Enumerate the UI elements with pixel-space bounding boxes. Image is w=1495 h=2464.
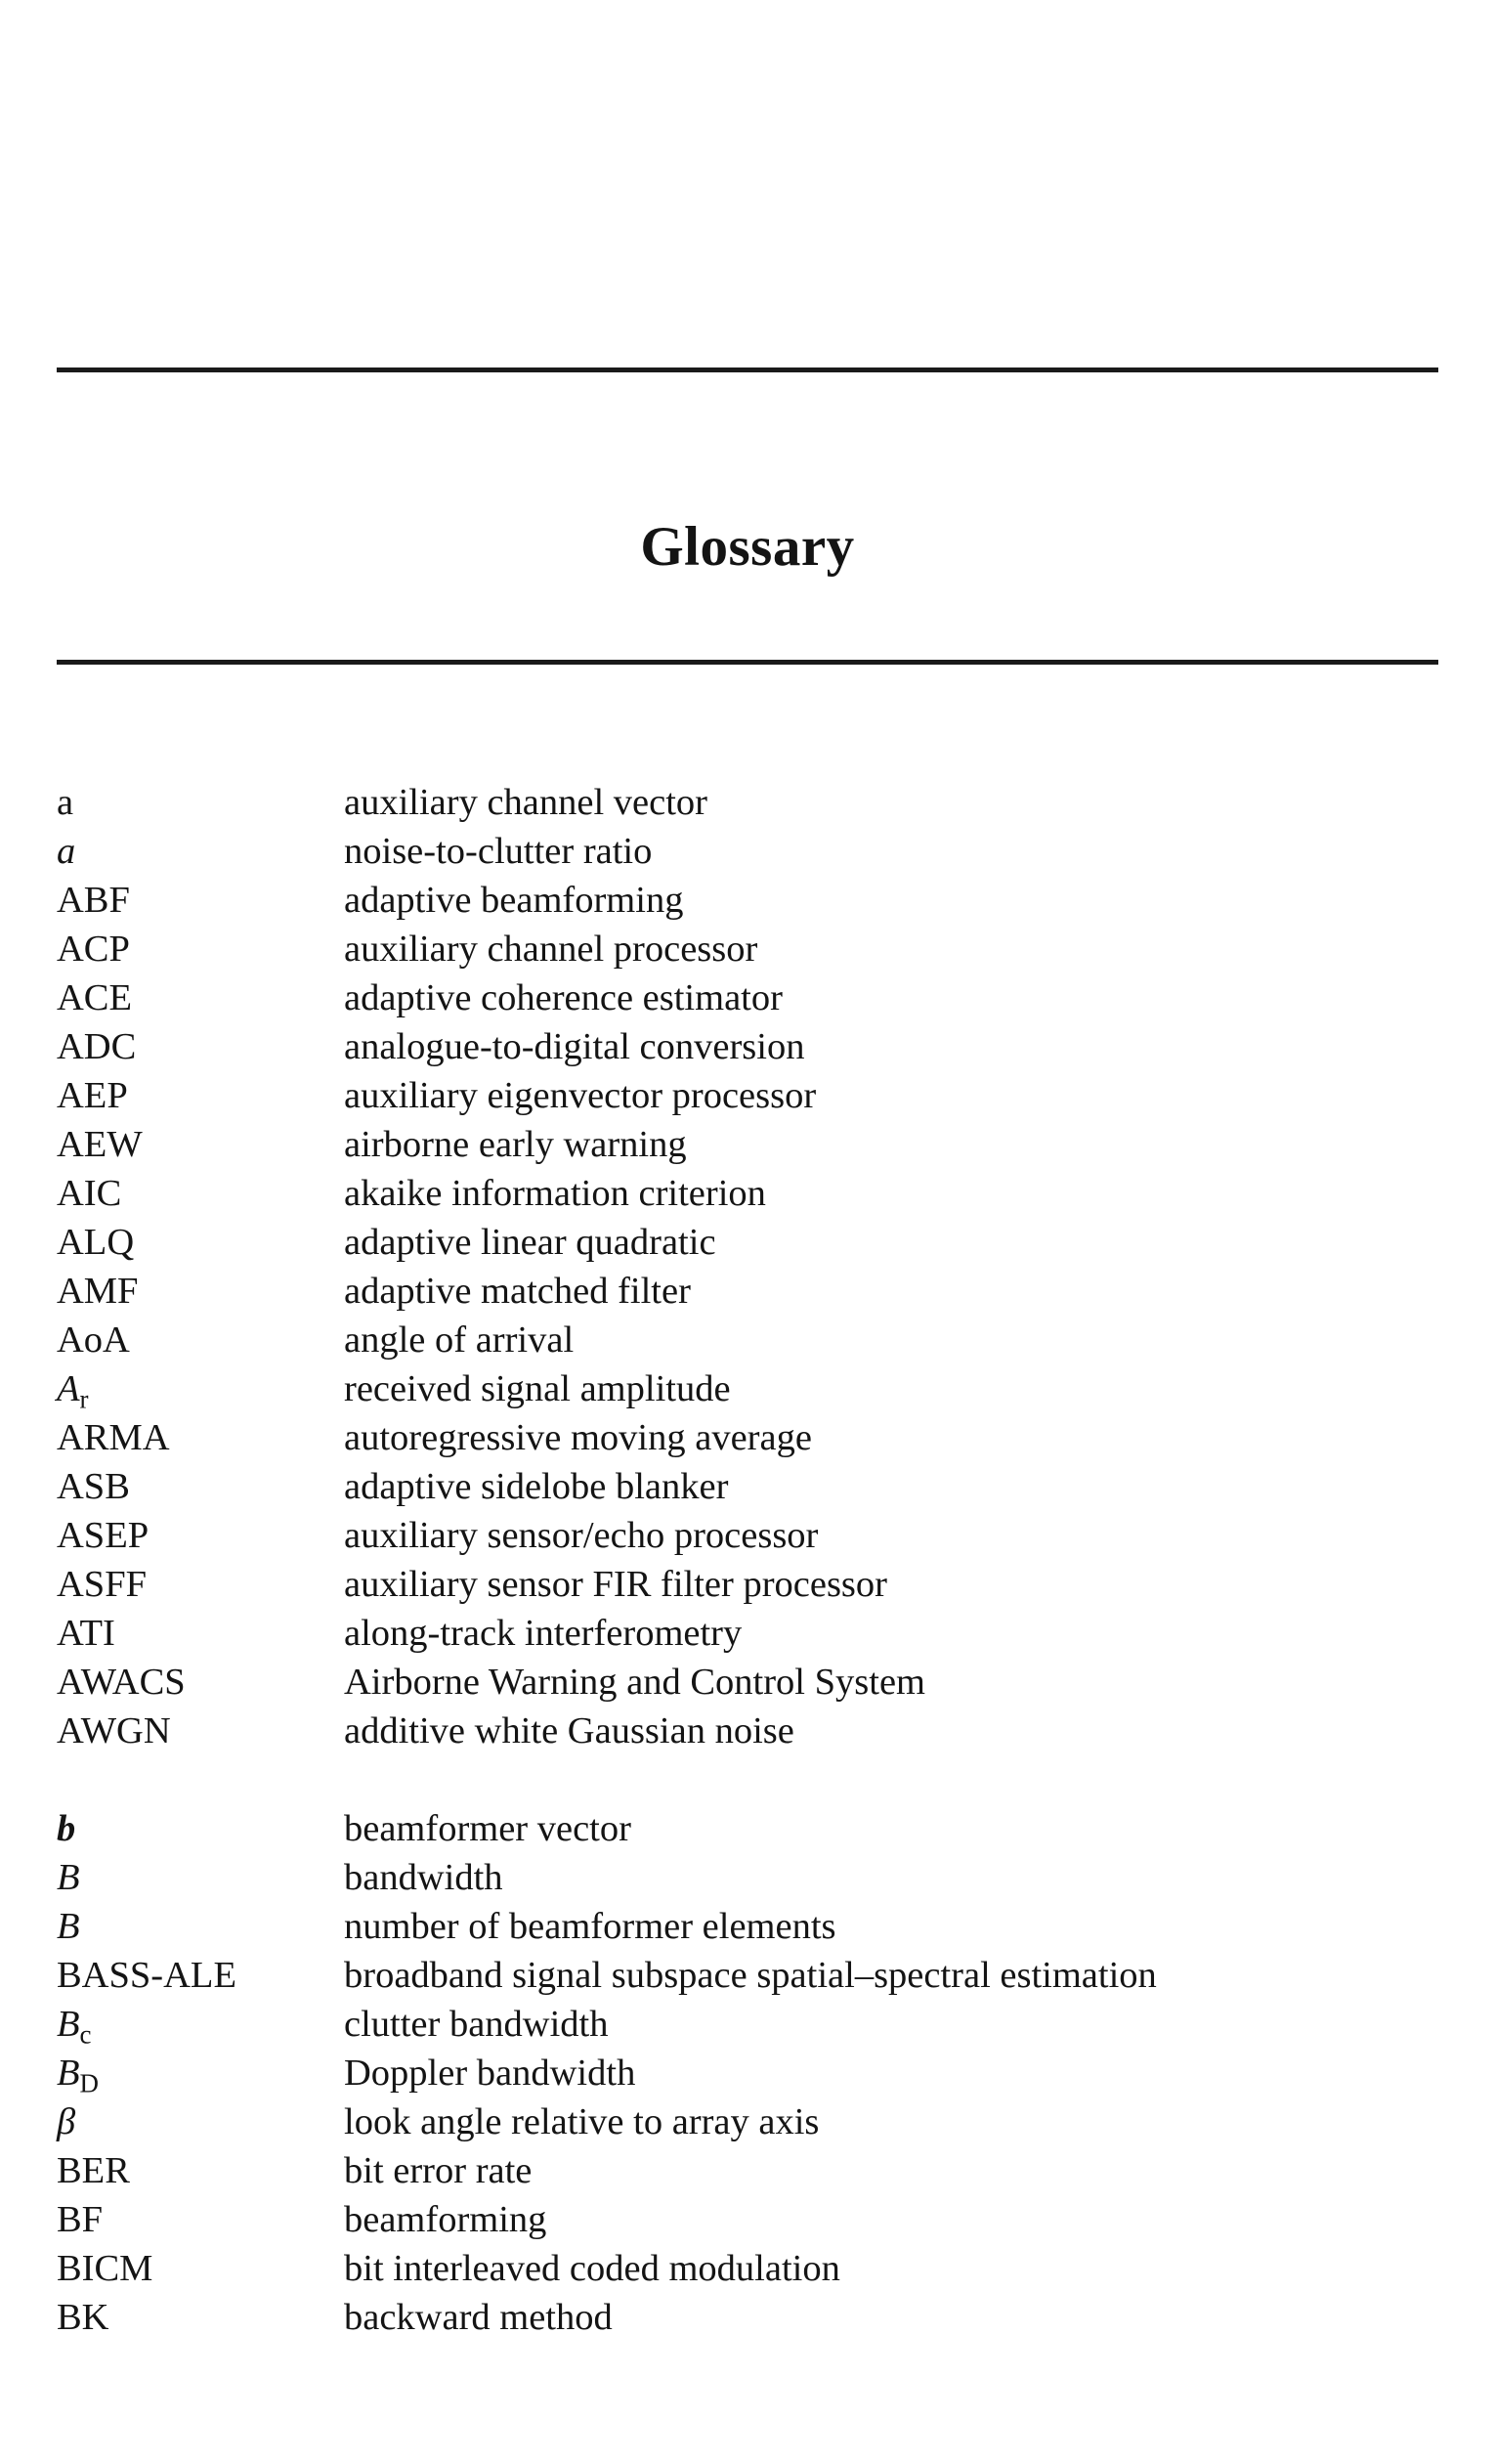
term-symbol: B <box>57 2004 80 2045</box>
glossary-term: AWACS <box>57 1662 186 1703</box>
glossary-definition: along-track interferometry <box>344 1613 743 1654</box>
glossary-definition: bandwidth <box>344 1857 503 1898</box>
term-subscript: D <box>79 2068 99 2098</box>
glossary-entry <box>57 1413 1444 1462</box>
glossary-term: ABF <box>57 880 130 921</box>
glossary-entry <box>57 2146 1444 2195</box>
glossary-group-b <box>57 1804 1444 2342</box>
glossary-entry <box>57 1658 1444 1707</box>
glossary-entry <box>57 973 1444 1022</box>
glossary-definition: autoregressive moving average <box>344 1417 812 1458</box>
glossary-term: ASFF <box>57 1564 148 1605</box>
glossary-term: BK <box>57 2297 109 2338</box>
glossary-term: a <box>57 831 76 872</box>
glossary-list <box>57 778 1444 2342</box>
glossary-term: B <box>57 1857 80 1898</box>
term-subscript: r <box>79 1384 89 1414</box>
glossary-definition: adaptive matched filter <box>344 1271 691 1312</box>
glossary-entry <box>57 1316 1444 1364</box>
glossary-term: ACP <box>57 929 130 970</box>
glossary-term: BASS-ALE <box>57 1955 236 1996</box>
glossary-definition: angle of arrival <box>344 1319 575 1361</box>
glossary-term: B <box>57 1906 80 1947</box>
glossary-term: ALQ <box>57 1222 135 1263</box>
glossary-term: b <box>57 1808 76 1849</box>
glossary-definition: bit interleaved coded modulation <box>344 2248 840 2289</box>
glossary-entry <box>57 1902 1444 1951</box>
glossary-definition: Doppler bandwidth <box>344 2053 636 2094</box>
glossary-definition: auxiliary channel processor <box>344 929 758 970</box>
glossary-term: ASB <box>57 1466 130 1507</box>
glossary-entry <box>57 1609 1444 1658</box>
glossary-entry <box>57 2097 1444 2146</box>
glossary-entry <box>57 1707 1444 1755</box>
glossary-term: AEP <box>57 1075 128 1116</box>
glossary-term <box>57 1364 89 1413</box>
glossary-term: ASEP <box>57 1515 150 1556</box>
glossary-term: ARMA <box>57 1417 170 1458</box>
glossary-entry <box>57 1267 1444 1316</box>
glossary-term: BICM <box>57 2248 153 2289</box>
glossary-term: ATI <box>57 1613 115 1654</box>
glossary-definition: beamforming <box>344 2199 547 2240</box>
glossary-definition: Airborne Warning and Control System <box>344 1662 926 1703</box>
glossary-entry <box>57 1853 1444 1902</box>
glossary-term: AoA <box>57 1319 130 1361</box>
glossary-definition: akaike information criterion <box>344 1173 766 1214</box>
glossary-term: AEW <box>57 1124 143 1165</box>
bottom-rule <box>57 660 1438 665</box>
glossary-term: a <box>57 782 74 823</box>
glossary-definition: noise-to-clutter ratio <box>344 831 653 872</box>
glossary-entry <box>57 827 1444 876</box>
glossary-entry <box>57 2195 1444 2244</box>
glossary-entry <box>57 778 1444 827</box>
glossary-term: BF <box>57 2199 104 2240</box>
glossary-definition: broadband signal subspace spatial–spectral estimation <box>344 1955 1157 1996</box>
glossary-definition: additive white Gaussian noise <box>344 1710 794 1751</box>
glossary-entry <box>57 1022 1444 1071</box>
glossary-term: BER <box>57 2150 130 2191</box>
glossary-entry <box>57 1218 1444 1267</box>
glossary-term: AWGN <box>57 1710 171 1751</box>
glossary-definition: analogue-to-digital conversion <box>344 1026 805 1067</box>
glossary-entry <box>57 1804 1444 1853</box>
glossary-entry <box>57 2000 1444 2049</box>
glossary-definition: adaptive beamforming <box>344 880 684 921</box>
term-subscript: c <box>79 2019 92 2050</box>
glossary-definition: clutter bandwidth <box>344 2004 609 2045</box>
glossary-entry <box>57 1120 1444 1169</box>
glossary-definition: received signal amplitude <box>344 1368 731 1409</box>
glossary-entry <box>57 1462 1444 1511</box>
glossary-entry <box>57 2293 1444 2342</box>
glossary-term <box>57 2049 99 2097</box>
glossary-definition: adaptive linear quadratic <box>344 1222 716 1263</box>
glossary-term: ADC <box>57 1026 137 1067</box>
glossary-term: ACE <box>57 977 132 1018</box>
glossary-group-a <box>57 778 1444 1755</box>
glossary-definition: number of beamformer elements <box>344 1906 836 1947</box>
glossary-definition: beamformer vector <box>344 1808 631 1849</box>
glossary-definition: auxiliary channel vector <box>344 782 707 823</box>
glossary-definition: auxiliary sensor FIR filter processor <box>344 1564 887 1605</box>
glossary-definition: bit error rate <box>344 2150 533 2191</box>
top-rule <box>57 367 1438 372</box>
glossary-definition: look angle relative to array axis <box>344 2101 820 2142</box>
glossary-entry <box>57 1169 1444 1218</box>
glossary-definition: airborne early warning <box>344 1124 687 1165</box>
glossary-definition: adaptive coherence estimator <box>344 977 783 1018</box>
glossary-entry <box>57 1951 1444 2000</box>
glossary-entry <box>57 1511 1444 1560</box>
glossary-entry <box>57 1364 1444 1413</box>
glossary-entry <box>57 925 1444 973</box>
glossary-definition: auxiliary eigenvector processor <box>344 1075 817 1116</box>
glossary-entry <box>57 876 1444 925</box>
glossary-term: AIC <box>57 1173 122 1214</box>
glossary-definition: adaptive sidelobe blanker <box>344 1466 729 1507</box>
glossary-definition: backward method <box>344 2297 613 2338</box>
term-symbol: A <box>57 1368 80 1409</box>
glossary-term: AMF <box>57 1271 139 1312</box>
glossary-entry <box>57 2244 1444 2293</box>
glossary-term: β <box>57 2101 76 2142</box>
glossary-term <box>57 2000 92 2049</box>
glossary-entry <box>57 2049 1444 2097</box>
glossary-entry <box>57 1071 1444 1120</box>
glossary-entry <box>57 1560 1444 1609</box>
glossary-definition: auxiliary sensor/echo processor <box>344 1515 819 1556</box>
term-symbol: B <box>57 2053 80 2094</box>
page-title: Glossary <box>640 516 855 578</box>
